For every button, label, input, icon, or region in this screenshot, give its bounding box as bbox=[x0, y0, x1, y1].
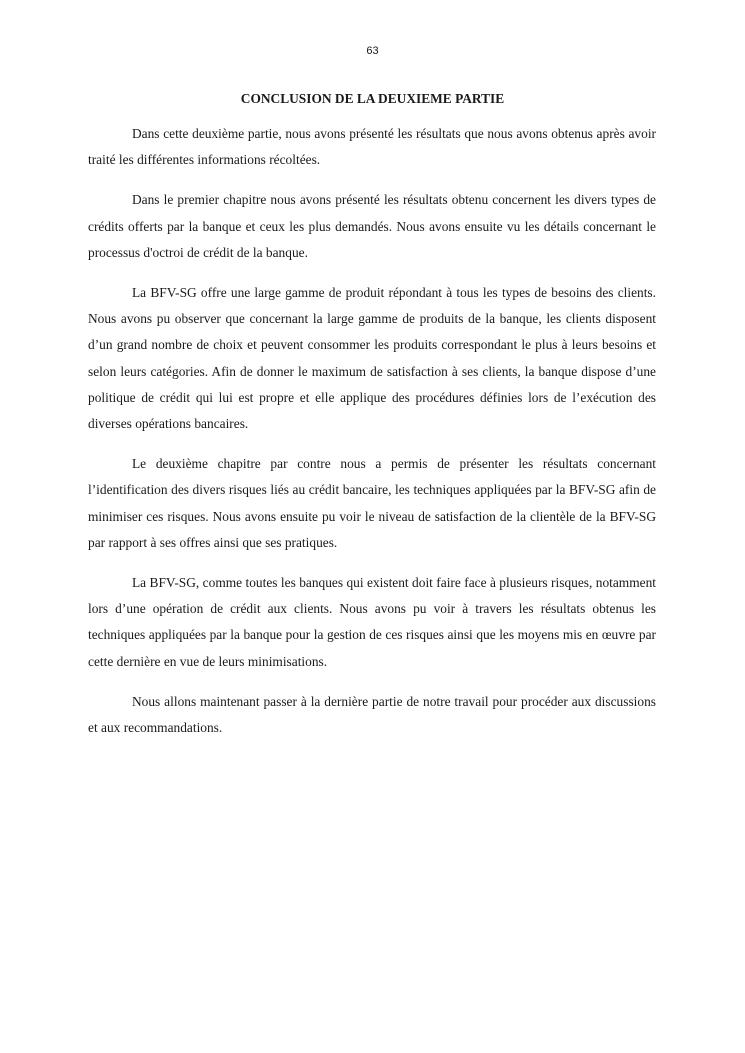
section-title: CONCLUSION DE LA DEUXIEME PARTIE bbox=[240, 91, 505, 106]
paragraph-2: Dans le premier chapitre nous avons présenté les résultats obtenu concernent les divers types de crédits offerts par la banque et ceux les plus demandés. Nous avons ensuite vu les détails concernant le processus d'octroi de crédit de la banque. bbox=[88, 192, 656, 260]
paragraph-1: Dans cette deuxième partie, nous avons présenté les résultats que nous avons obtenus après avoir traité les différentes informations récoltées. bbox=[88, 126, 656, 168]
paragraph-5: La BFV-SG, comme toutes les banques qui existent doit faire face à plusieurs risques, notamment lors d’une opération de crédit aux clients. Nous avons pu voir à travers les résultats obtenus les techniques appliquées par la banque pour la gestion de ces risques ainsi que les moyens mis en œuvre par cette dernière en vue de leurs minimisations. bbox=[88, 575, 656, 669]
paragraph-4: Le deuxième chapitre par contre nous a permis de présenter les résultats concernant l’identification des divers risques liés au crédit bancaire, les techniques appliquées par la BFV-SG afin de minimiser ces risques. Nous avons ensuite pu voir le niveau de satisfaction de la clientèle de la BFV-SG par rapport à ses offres ainsi que ses pratiques. bbox=[88, 456, 656, 550]
paragraph-6: Nous allons maintenant passer à la dernière partie de notre travail pour procéder aux discussions et aux recommandations. bbox=[88, 693, 656, 736]
page-number: 63 bbox=[366, 45, 379, 57]
paragraph-3: La BFV-SG offre une large gamme de produit répondant à tous les types de besoins des clients. Nous avons pu observer que concernant la large gamme de produits de la banque, les clients disposent d’un grand nombre de choix et peuvent consommer les produits correspondant le plus à leurs besoins et selon leurs catégories. Afin de donner le maximum de satisfaction à ses clients, la banque dispose d’une politique de crédit qui lui est propre et elle applique des procédures définies lors de l’exécution des diverses opérations bancaires. bbox=[88, 285, 656, 432]
document-body bbox=[88, 121, 656, 755]
